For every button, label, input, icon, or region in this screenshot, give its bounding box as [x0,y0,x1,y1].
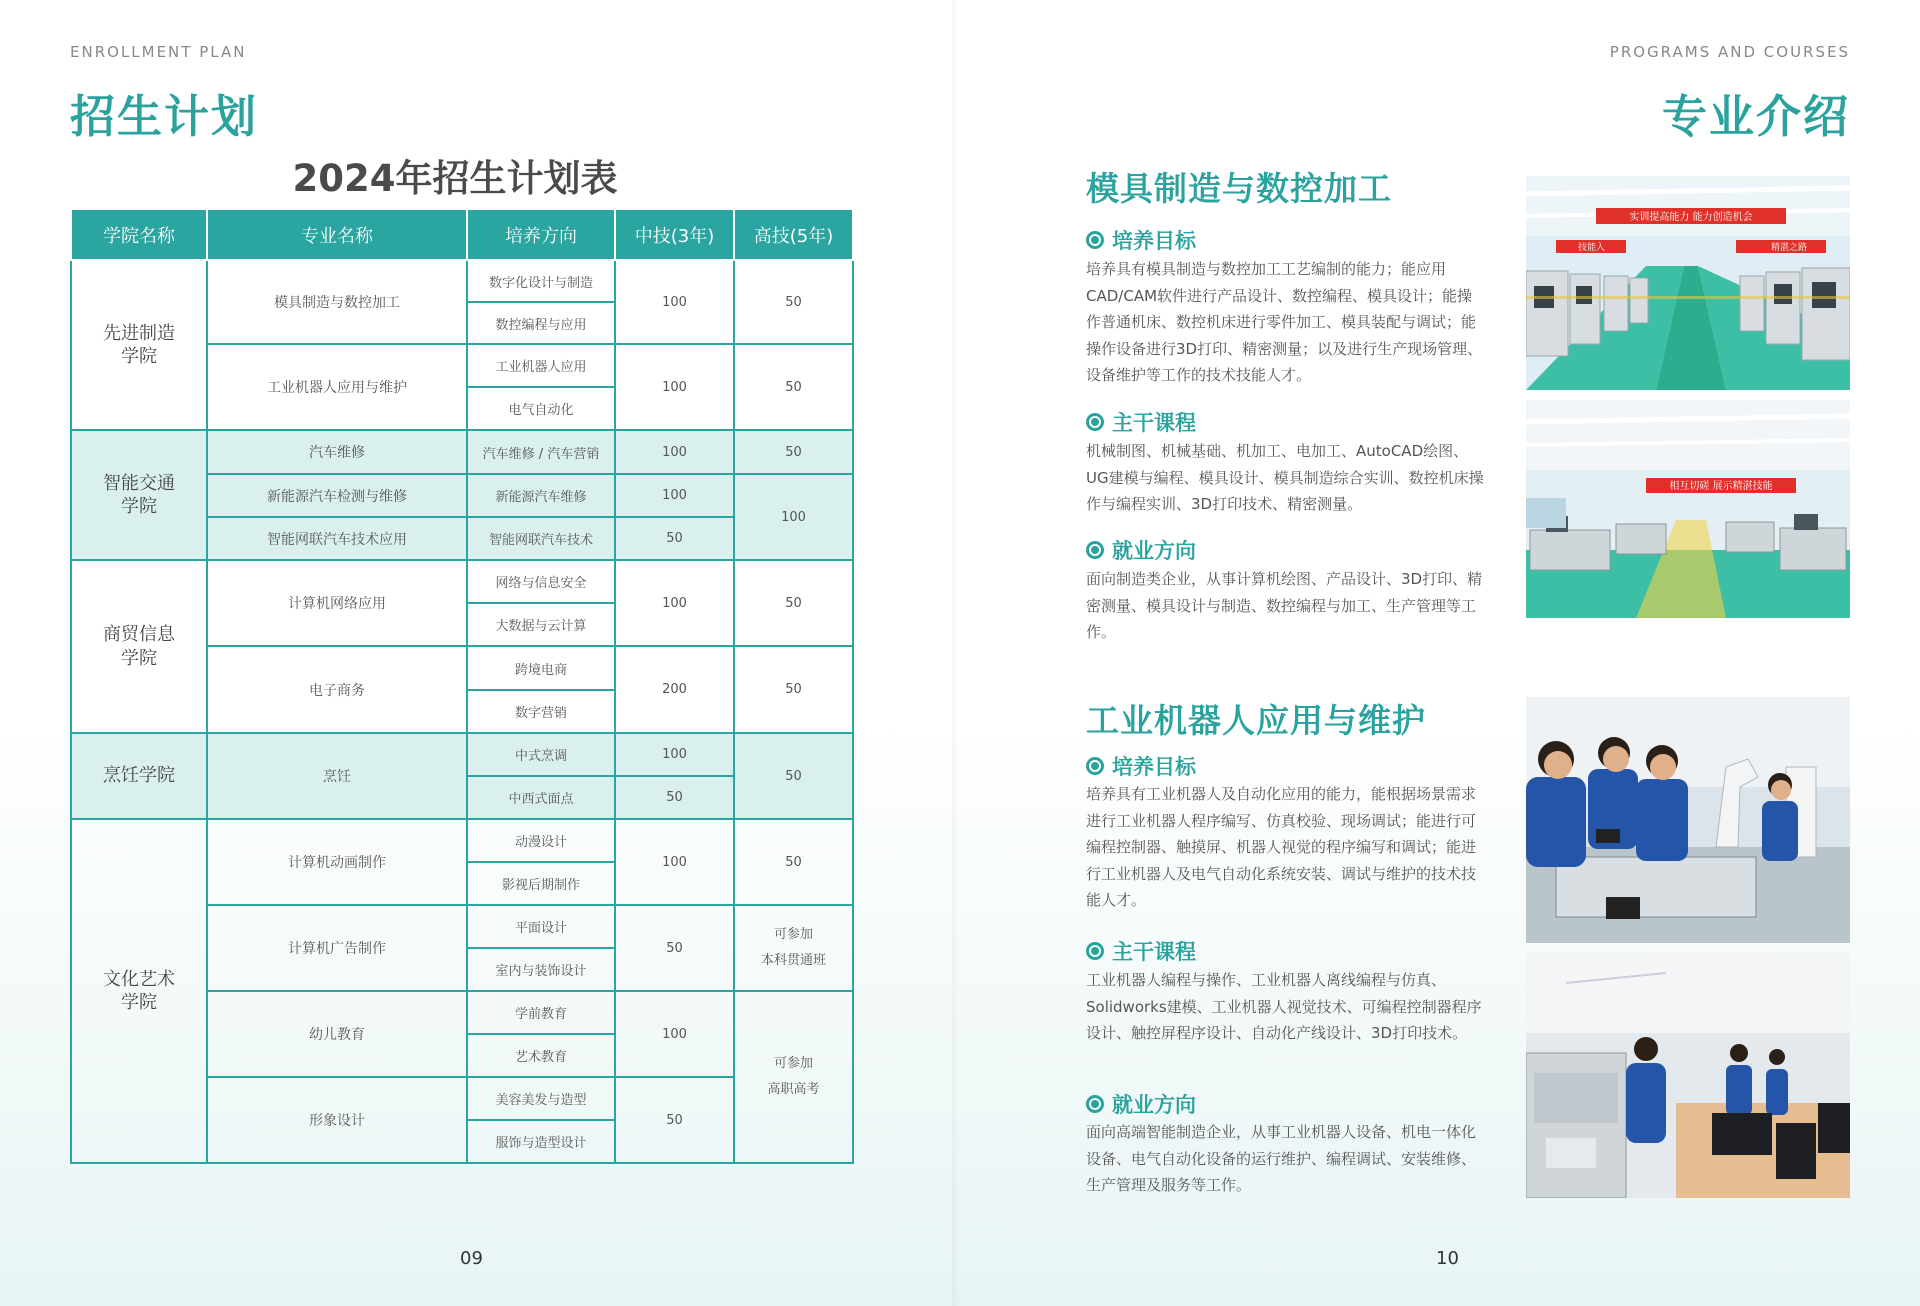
direction-cell: 学前教育 [467,991,615,1034]
header-direction: 培养方向 [467,209,615,260]
page-title-enrollment: 招生计划 [70,90,259,143]
quota-5yr-cell: 可参加 高职高考 [734,991,853,1163]
banner-text-2: 技能入 [1578,243,1606,253]
goal-text: 培养具有模具制造与数控加工工艺编制的能力；能应用CAD/CAM软件进行产品设计、数控编程、模具设计；能操作普通机床、数控机床进行零件加工、模具装配与调试；能操作设备进行3D打印、精密测量；以及进行生产现场管理、设备维护等工作的技术技能人才。 [1086,260,1483,384]
goal-heading [1086,751,1196,781]
banner-text-3: 精湛之路 [1771,243,1808,253]
quota-3yr-cell: 100 [615,991,734,1077]
major-cell: 烹饪 [207,733,467,819]
robot-training-photo [1526,697,1850,943]
program-title: 模具制造与数控加工 [1086,169,1392,208]
quota-3yr-cell: 100 [615,819,734,905]
direction-cell: 智能网联汽车技术 [467,517,615,560]
table-row [71,260,853,302]
page-number: 09 [460,1248,483,1269]
course-heading [1086,936,1196,966]
quota-5yr-cell: 可参加 本科贯通班 [734,905,853,991]
goal-heading [1086,225,1196,255]
course-label: 主干课程 [1112,940,1196,964]
page-number: 10 [1436,1248,1459,1269]
major-cell: 电子商务 [207,646,467,733]
target-bullet-icon [1086,541,1104,559]
direction-cell: 新能源汽车维修 [467,474,615,517]
target-bullet-icon [1086,231,1104,249]
header-senior-5yr: 高技(5年) [734,209,853,260]
quota-5yr-cell: 50 [734,560,853,646]
major-cell: 汽车维修 [207,430,467,474]
direction-cell: 跨境电商 [467,646,615,690]
direction-cell: 中式烹调 [467,733,615,776]
page-title-programs: 专业介绍 [1661,90,1850,143]
target-bullet-icon [1086,942,1104,960]
direction-cell: 网络与信息安全 [467,560,615,603]
college-cell: 智能交通 学院 [71,430,207,560]
banner-text: 相互切磋 展示精湛技能 [1669,481,1773,492]
quota-5yr-cell: 50 [734,344,853,430]
quota-5yr-cell: 100 [734,474,853,560]
header-major: 专业名称 [207,209,467,260]
table-row [71,733,853,776]
college-cell: 文化艺术 学院 [71,819,207,1163]
quota-3yr-cell: 50 [615,517,734,560]
college-cell: 先进制造 学院 [71,260,207,430]
quota-3yr-cell: 100 [615,260,734,344]
direction-cell: 中西式面点 [467,776,615,819]
college-cell: 烹饪学院 [71,733,207,819]
goal-text: 培养具有工业机器人及自动化应用的能力，能根据场景需求进行工业机器人程序编写、仿真校验、现场调试；能进行可编程控制器、触摸屏、机器人视觉的程序编写和调试；能进行工业机器人及电气自动化系统安装、调试与维护的技术技能人才。 [1086,785,1477,909]
table-row [71,430,853,474]
direction-cell: 数控编程与应用 [467,302,615,344]
direction-cell: 数字化设计与制造 [467,260,615,302]
major-cell: 计算机动画制作 [207,819,467,905]
direction-cell: 大数据与云计算 [467,603,615,646]
cnc-workshop-photo [1526,176,1850,390]
target-bullet-icon [1086,413,1104,431]
direction-cell: 美容美发与造型 [467,1077,615,1120]
quota-3yr-cell: 100 [615,344,734,430]
course-text: 工业机器人编程与操作、工业机器人离线编程与仿真、Solidworks建模、工业机器人视觉技术、可编程控制器程序设计、触控屏程序设计、自动化产线设计、3D打印技术。 [1086,971,1482,1042]
direction-cell: 工业机器人应用 [467,344,615,387]
direction-cell: 电气自动化 [467,387,615,430]
quota-3yr-cell: 50 [615,776,734,819]
career-label: 就业方向 [1112,1093,1196,1117]
major-cell: 智能网联汽车技术应用 [207,517,467,560]
left-page [0,0,958,1306]
course-heading [1086,407,1196,437]
major-cell: 计算机网络应用 [207,560,467,646]
banner-text: 实训提高能力 能力创造机会 [1629,212,1753,223]
quota-3yr-cell: 100 [615,733,734,776]
quota-3yr-cell: 100 [615,474,734,517]
table-header-row [71,209,853,260]
direction-cell: 服饰与造型设计 [467,1120,615,1163]
program-title: 工业机器人应用与维护 [1086,701,1426,740]
target-bullet-icon [1086,1095,1104,1113]
quota-3yr-cell: 50 [615,905,734,991]
direction-cell: 平面设计 [467,905,615,948]
direction-cell: 动漫设计 [467,819,615,862]
major-cell: 模具制造与数控加工 [207,260,467,344]
goal-label: 培养目标 [1112,229,1196,253]
career-heading [1086,535,1196,565]
quota-5yr-cell: 50 [734,646,853,733]
goal-label: 培养目标 [1112,755,1196,779]
table-row [71,819,853,862]
direction-cell: 艺术教育 [467,1034,615,1077]
career-heading [1086,1089,1196,1119]
target-bullet-icon [1086,757,1104,775]
automation-lab-photo [1526,953,1850,1198]
major-cell: 形象设计 [207,1077,467,1163]
major-cell: 计算机广告制作 [207,905,467,991]
direction-cell: 影视后期制作 [467,862,615,905]
career-text: 面向制造类企业，从事计算机绘图、产品设计、3D打印、精密测量、模具设计与制造、数控编程与加工、生产管理等工作。 [1086,570,1483,641]
direction-cell: 数字营销 [467,690,615,733]
direction-cell: 室内与装饰设计 [467,948,615,991]
direction-cell: 汽车维修 / 汽车营销 [467,430,615,474]
major-cell: 工业机器人应用与维护 [207,344,467,430]
quota-5yr-cell: 50 [734,819,853,905]
major-cell: 幼儿教育 [207,991,467,1077]
table-row [71,560,853,603]
course-text: 机械制图、机械基础、机加工、电加工、AutoCAD绘图、UG建模与编程、模具设计、模具制造综合实训、数控机床操作与编程实训、3D打印技术、精密测量。 [1086,442,1484,513]
quota-3yr-cell: 50 [615,1077,734,1163]
college-cell: 商贸信息 学院 [71,560,207,733]
quota-5yr-cell: 50 [734,260,853,344]
header-college: 学院名称 [71,209,207,260]
quota-3yr-cell: 100 [615,430,734,474]
course-label: 主干课程 [1112,411,1196,435]
header-secondary-3yr: 中技(3年) [615,209,734,260]
lathe-workshop-photo [1526,400,1850,618]
quota-5yr-cell: 50 [734,430,853,474]
enrollment-plan-eyebrow: ENROLLMENT PLAN [70,43,247,61]
quota-3yr-cell: 200 [615,646,734,733]
table-title: 2024年招生计划表 [292,157,618,200]
enrollment-table [70,208,854,1164]
career-label: 就业方向 [1112,539,1196,563]
career-text: 面向高端智能制造企业，从事工业机器人设备、机电一体化设备、电气自动化设备的运行维护、编程调试、安装维修、生产管理及服务等工作。 [1086,1123,1477,1194]
major-cell: 新能源汽车检测与维修 [207,474,467,517]
quota-5yr-cell: 50 [734,733,853,819]
programs-courses-eyebrow: PROGRAMS AND COURSES [1609,43,1850,61]
quota-3yr-cell: 100 [615,560,734,646]
